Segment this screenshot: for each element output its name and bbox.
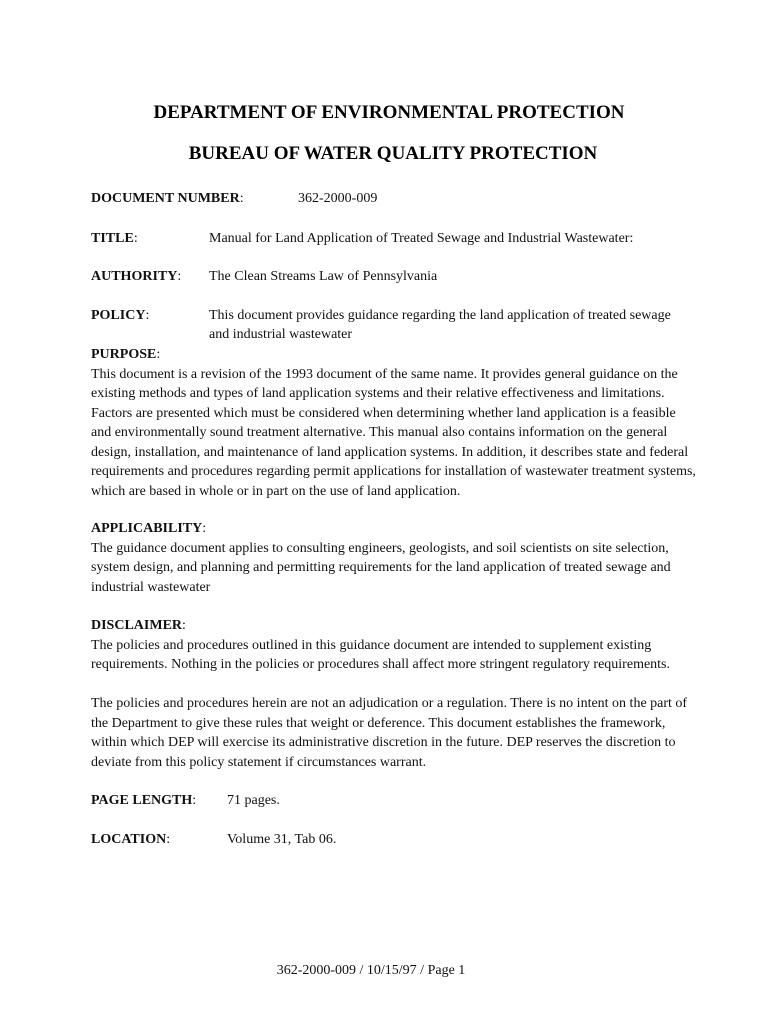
disclaimer-line: deviate from this policy statement if circumstances warrant. <box>91 754 427 770</box>
applicability-line: The guidance document applies to consulting engineers, geologists, and soil scientists on site selection, <box>91 540 669 556</box>
applicability-heading: APPLICABILITY: <box>91 521 207 536</box>
disclaimer-line: requirements. Nothing in the policies or procedures shall affect more stringent regulatory requirements. <box>91 657 671 672</box>
department-heading: DEPARTMENT OF ENVIRONMENTAL PROTECTION <box>153 102 625 123</box>
disclaimer-line: The policies and procedures herein are not an adjudication or a regulation. There is no intent on the part of <box>91 696 688 711</box>
purpose-line: requirements and procedures regarding permit applications for installation of wastewater treatment systems, <box>91 464 696 479</box>
purpose-line: This document is a revision of the 1993 document of the same name. It provides general guidance on the <box>91 366 678 382</box>
title-value: Manual for Land Application of Treated Sewage and Industrial Wastewater: <box>209 231 634 246</box>
bureau-heading: BUREAU OF WATER QUALITY PROTECTION <box>188 143 598 164</box>
page-length-value: 71 pages. <box>227 793 280 808</box>
title-label: TITLE: <box>91 231 138 246</box>
document-number-value: 362-2000-009 <box>298 191 378 206</box>
location-value: Volume 31, Tab 06. <box>227 832 337 847</box>
disclaimer-line: The policies and procedures outlined in this guidance document are intended to supplement existing <box>91 637 652 653</box>
disclaimer-paragraph-2 <box>91 694 711 772</box>
applicability-section <box>91 519 711 597</box>
purpose-line: and environmentally sound treatment alternative. This manual also contains information on the general <box>91 425 668 440</box>
disclaimer-heading: DISCLAIMER: <box>91 618 186 633</box>
disclaimer-line: the Department to give these rules that weight or deference. This document establishes the framework, <box>91 715 666 731</box>
purpose-section <box>91 345 711 501</box>
location-label: LOCATION: <box>91 832 171 847</box>
purpose-line: Factors are presented which must be considered when determining whether land application is a feasible <box>91 405 676 421</box>
authority-value: The Clean Streams Law of Pennsylvania <box>209 269 438 284</box>
authority-label: AUTHORITY: <box>91 269 182 284</box>
disclaimer-section <box>91 616 711 675</box>
purpose-line: which are based in whole or in part on the use of land application. <box>91 483 461 499</box>
page-length-label: PAGE LENGTH: <box>91 793 197 808</box>
purpose-line: existing methods and types of land application systems and their relative effectiveness and limitations. <box>91 386 665 401</box>
policy-value-line-2: and industrial wastewater <box>209 327 353 342</box>
page-footer: 362-2000-009 / 10/15/97 / Page 1 <box>276 963 466 978</box>
applicability-line: industrial wastewater <box>91 579 211 595</box>
applicability-line: system design, and planning and permitting requirements for the land application of treated sewage and <box>91 560 671 575</box>
disclaimer-line: within which DEP will exercise its administrative discretion in the future. DEP reserves the discretion to <box>91 735 676 750</box>
purpose-line: design, installation, and maintenance of land application systems. In addition, it describes state and federal <box>91 444 689 460</box>
policy-value-line-1: This document provides guidance regarding the land application of treated sewage <box>209 308 671 323</box>
purpose-heading: PURPOSE: <box>91 347 161 362</box>
document-number-label: DOCUMENT NUMBER: <box>91 191 244 206</box>
policy-label: POLICY: <box>91 308 150 323</box>
